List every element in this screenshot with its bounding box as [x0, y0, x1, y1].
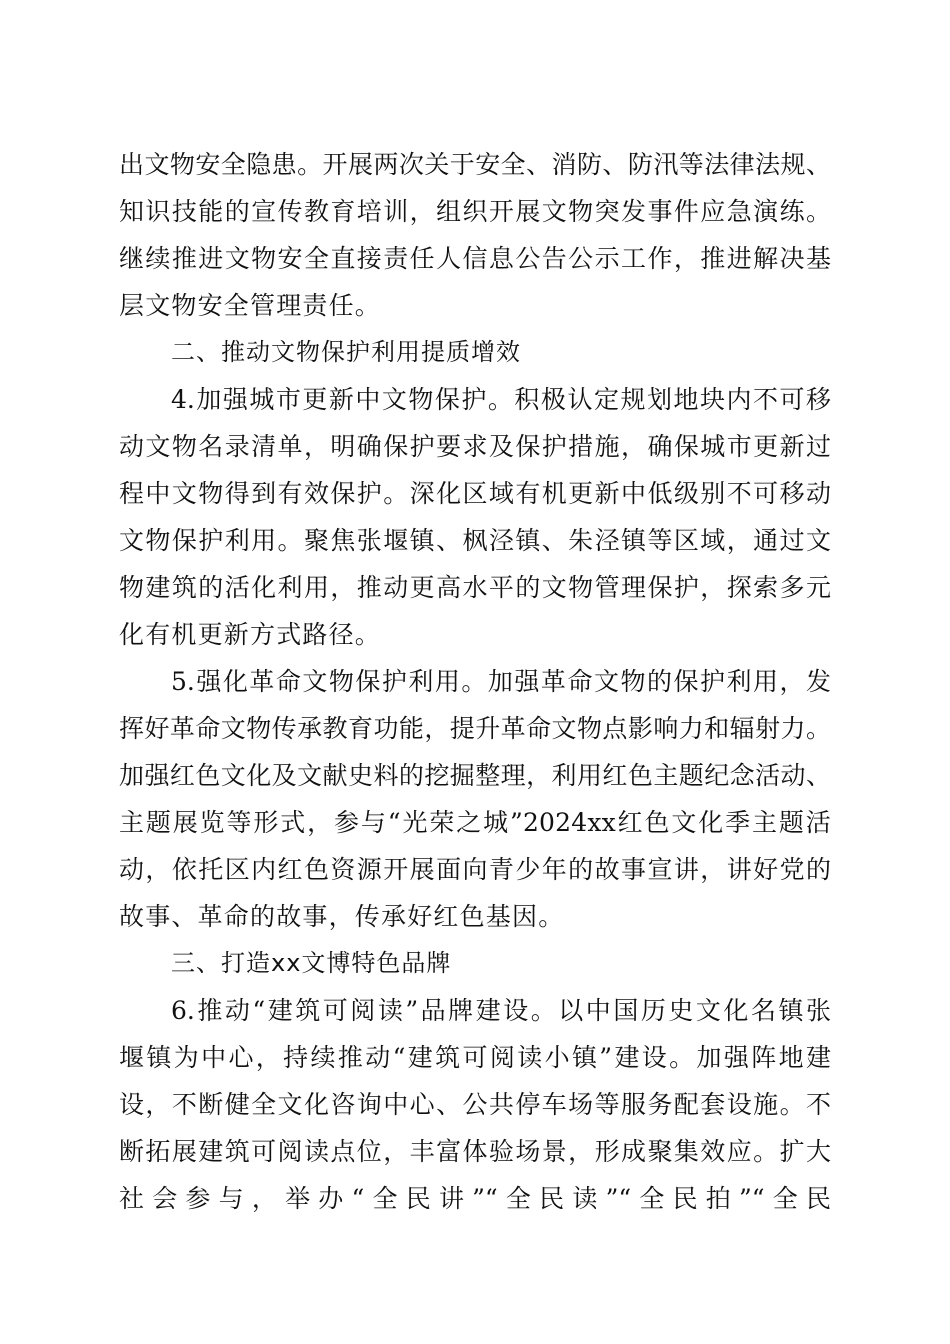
text-line: 程中文物得到有效保护。深化区域有机更新中低级别不可移动 — [119, 479, 831, 508]
text-line: 挥好革命文物传承教育功能，提升革命文物点影响力和辐射力。 — [119, 714, 831, 743]
text-line: 化有机更新方式路径。 — [119, 620, 382, 649]
paragraph-item-6 — [119, 987, 831, 1222]
text-line: 物建筑的活化利用，推动更高水平的文物管理保护，探索多元 — [119, 573, 831, 602]
text-line: 知识技能的宣传教育培训，组织开展文物突发事件应急演练。 — [119, 197, 831, 226]
text-line: 6.推动“建筑可阅读”品牌建设。以中国历史文化名镇张 — [171, 996, 831, 1025]
text-line: 断拓展建筑可阅读点位，丰富体验场景，形成聚集效应。扩大 — [119, 1137, 831, 1166]
paragraph-item-5 — [119, 658, 831, 940]
paragraph-item-4 — [119, 376, 831, 658]
document-body — [119, 141, 831, 1222]
text-line: 文物保护利用。聚焦张堰镇、枫泾镇、朱泾镇等区域，通过文 — [119, 526, 831, 555]
section-heading-2: 二、推动文物保护利用提质增效 — [171, 338, 521, 366]
text-line: 加强红色文化及文献史料的挖掘整理，利用红色主题纪念活动、 — [119, 761, 831, 790]
paragraph-safety — [119, 141, 831, 329]
text-line: 设，不断健全文化咨询中心、公共停车场等服务配套设施。不 — [119, 1090, 831, 1119]
text-line: 继续推进文物安全直接责任人信息公告公示工作，推进解决基 — [119, 244, 831, 273]
text-line: 动文物名录清单，明确保护要求及保护措施，确保城市更新过 — [119, 432, 831, 461]
text-line: 出文物安全隐患。开展两次关于安全、消防、防汛等法律法规、 — [119, 150, 831, 179]
text-line: 社会参与，举办“全民讲”“全民读”“全民拍”“全民 — [119, 1184, 831, 1213]
section-heading-3: 三、打造xx文博特色品牌 — [171, 949, 452, 977]
text-line: 堰镇为中心，持续推动“建筑可阅读小镇”建设。加强阵地建 — [119, 1043, 831, 1072]
text-line: 故事、革命的故事，传承好红色基因。 — [119, 902, 565, 931]
text-line: 主题展览等形式，参与“光荣之城”2024xx红色文化季主题活 — [119, 808, 831, 837]
text-line: 层文物安全管理责任。 — [119, 291, 382, 320]
text-line: 5.强化革命文物保护利用。加强革命文物的保护利用，发 — [171, 667, 831, 696]
text-line: 动，依托区内红色资源开展面向青少年的故事宣讲，讲好党的 — [119, 855, 831, 884]
text-line: 4.加强城市更新中文物保护。积极认定规划地块内不可移 — [171, 385, 831, 414]
